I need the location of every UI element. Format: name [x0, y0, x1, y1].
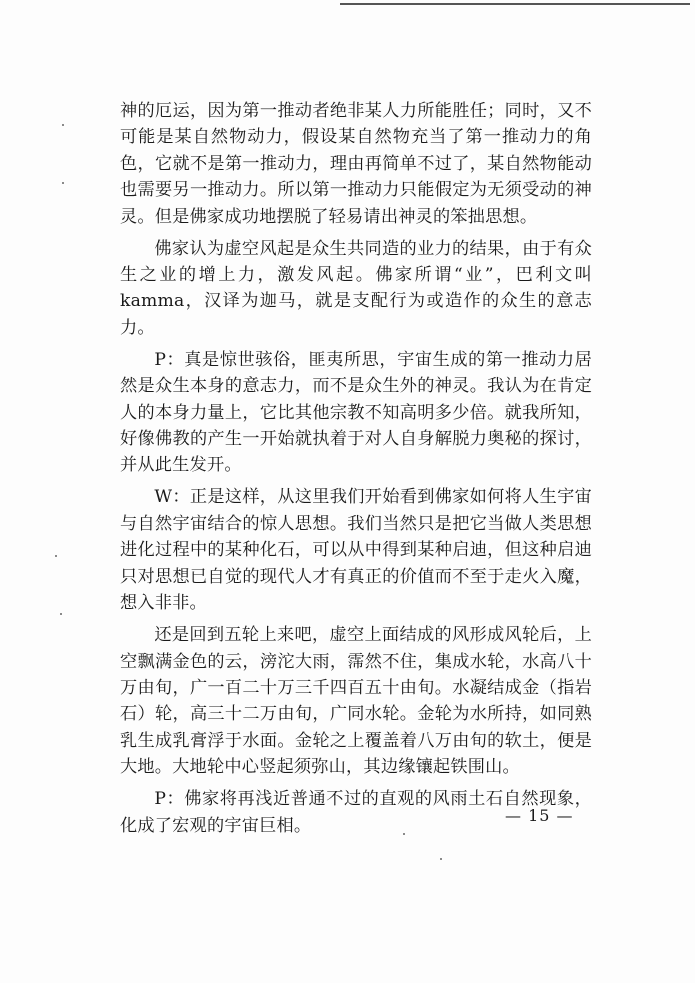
scan-speck [60, 613, 62, 615]
scan-speck [62, 182, 64, 184]
scan-speck [55, 555, 57, 557]
page-number: — 15 — [505, 806, 574, 825]
scan-speck [403, 833, 405, 835]
paragraph-6: P：佛家将再浅近普通不过的直观的风雨土石自然现象，化成了宏观的宇宙巨相。 [120, 789, 592, 836]
paragraph-2: 佛家认为虚空风起是众生共同造的业力的结果，由于有众生之业的增上力，激发风起。佛家所谓“业”，巴利文叫kamma，汉译为迦马，就是支配行为或造作的众生的意志力。 [120, 238, 592, 338]
scan-speck [62, 124, 64, 126]
page-body [120, 98, 592, 845]
scan-speck [440, 858, 442, 860]
top-rule [340, 3, 690, 5]
paragraph-4: W：正是这样，从这里我们开始看到佛家如何将人生宇宙与自然宇宙结合的惊人思想。我们当然只是把它当做人类思想进化过程中的某种化石，可以从中得到某种启迪，但这种启迪只对思想已自觉的现代人才有真正的价值而不至于走火入魔，想入非非。 [120, 487, 592, 614]
paragraph-5: 还是回到五轮上来吧，虚空上面结成的风形成风轮后，上空飘满金色的云，滂沱大雨，霈然不住，集成水轮，水高八十万由旬，广一百二十万三千四百五十由旬。水凝结成金（指岩石）轮，高三十二万由旬，广同水轮。金轮为水所持，如同熟乳生成乳膏浮于水面。金轮之上覆盖着八万由旬的软土，便是大地。大地轮中心竖起须弥山，其边缘镶起铁围山。 [120, 625, 592, 778]
paragraph-1: 神的厄运，因为第一推动者绝非某人力所能胜任；同时，又不可能是某自然物动力，假设某自然物充当了第一推动力的角色，它就不是第一推动力，理由再简单不过了，某自然物能动也需要另一推动力。所以第一推动力只能假定为无须受动的神灵。但是佛家成功地摆脱了轻易请出神灵的笨拙思想。 [120, 101, 592, 227]
paragraph-3: P：真是惊世骇俗，匪夷所思，宇宙生成的第一推动力居然是众生本身的意志力，而不是众生外的神灵。我认为在肯定人的本身力量上，它比其他宗教不知高明多少倍。就我所知，好像佛教的产生一开始就执着于对人自身解脱力奥秘的探讨，并从此生发开。 [120, 349, 592, 476]
